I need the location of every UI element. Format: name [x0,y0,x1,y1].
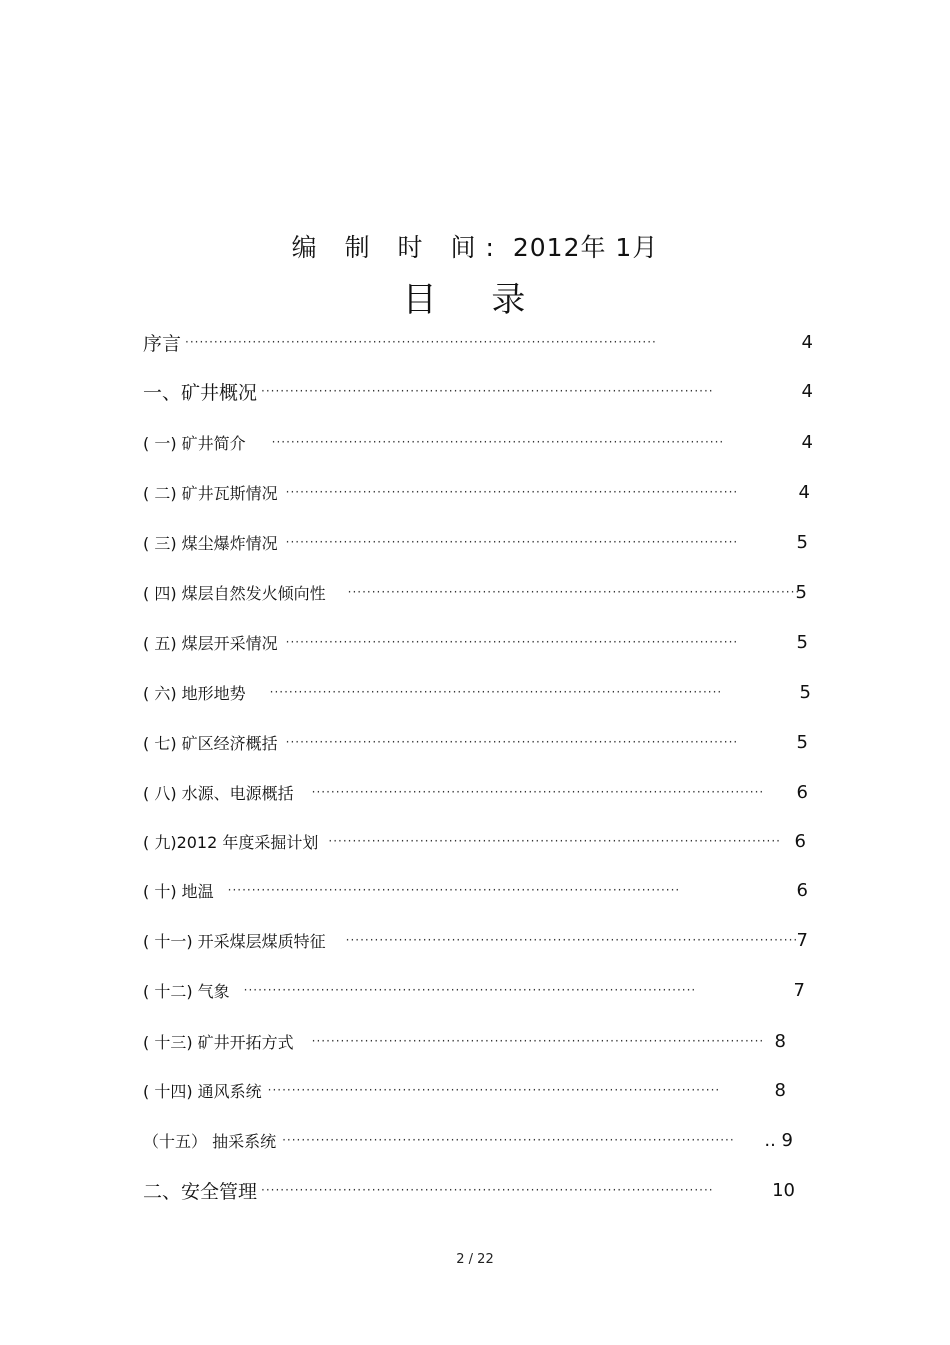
toc-leader: ······························································································ [261,384,714,398]
toc-entry[interactable] [143,528,808,556]
toc-entry[interactable] [143,578,807,606]
toc-leader: ······························································································ [282,1133,735,1147]
toc-leader: ······························································································ [261,1183,714,1197]
toc-leader: ······························································································ [267,1083,721,1097]
toc-entry[interactable] [143,1126,793,1154]
toc-entry-page: 7 [796,929,808,951]
toc-leader: ······························································································ [243,983,697,997]
toc-leader: ·································································································· [185,335,657,349]
toc-entry[interactable] [143,728,808,756]
toc-leader: ······························································································ [227,883,681,897]
toc-entry-label: ( 九)2012 年度采掘计划 [143,832,319,852]
toc-entry-label: ( 十四) 通风系统 [143,1081,262,1101]
toc-entry-page: 6 [796,781,808,803]
toc-leader: ······························································································ [328,834,781,848]
toc-entry[interactable] [143,478,810,506]
toc-leader: ······························································································ [285,735,739,749]
toc-entry-label: （十五） 抽采系统 [143,1131,277,1151]
toc-entry-page: 7 [793,979,805,1001]
toc-entry-page: 4 [798,481,810,503]
toc-leader: ······························································································ [347,585,801,599]
toc-entry[interactable] [143,678,811,706]
toc-entry-page: 8 [774,1079,786,1101]
toc-entry[interactable] [143,328,813,356]
toc-entry-page: 5 [799,681,811,703]
toc-entry[interactable] [143,628,808,656]
toc-entry[interactable] [143,1027,786,1055]
toc-entry[interactable] [143,926,808,954]
toc-entry-page: .. 9 [764,1129,793,1151]
toc-entry-label: ( 三) 煤尘爆炸情况 [143,533,278,553]
toc-entry-page: 5 [796,631,808,653]
toc-entry-page: 4 [801,331,813,353]
compile-date-label: 编 制 时 间: [291,233,504,262]
toc-entry[interactable] [143,428,813,456]
toc-entry-label: ( 十) 地温 [143,881,214,901]
toc-entry-page: 10 [772,1179,795,1201]
toc-leader: ······························································································ [311,1034,765,1048]
toc-entry-label: ( 四) 煤层自然发火倾向性 [143,583,326,603]
toc-entry-page: 6 [796,879,808,901]
toc-leader: ······························································································ [345,933,799,947]
toc-entry-label: ( 七) 矿区经济概括 [143,733,278,753]
toc-leader: ······························································································ [285,485,739,499]
toc-entry[interactable] [143,876,808,904]
toc-title: 目 录 [402,280,548,320]
toc-entry-label: 序言 [143,332,182,355]
toc-leader: ······························································································ [311,785,765,799]
toc-leader: ······························································································ [285,635,739,649]
toc-entry-label: ( 五) 煤层开采情况 [143,633,278,653]
toc-entry-label: 二、安全管理 [143,1180,258,1203]
toc-entry-label: ( 二) 矿井瓦斯情况 [143,483,278,503]
toc-entry-page: 4 [801,431,813,453]
toc-entry-label: ( 十一) 开采煤层煤质特征 [143,931,326,951]
toc-entry-label: 一、矿井概况 [143,381,258,404]
toc-leader: ······························································································ [271,435,725,449]
toc-entry[interactable] [143,976,805,1004]
toc-entry-label: ( 一) 矿井简介 [143,433,246,453]
toc-entry-label: ( 八) 水源、电源概括 [143,783,294,803]
toc-entry[interactable] [143,1176,795,1204]
toc-entry-page: 5 [796,531,808,553]
toc-leader: ······························································································ [285,535,739,549]
toc-entry-page: 5 [795,581,807,603]
toc-entry[interactable] [143,827,806,855]
compile-date-value: 2012年 1月 [512,233,659,262]
toc-entry-page: 4 [801,380,813,402]
toc-entry-label: ( 十三) 矿井开拓方式 [143,1032,294,1052]
page-indicator: 2 / 22 [456,1252,494,1267]
toc-entry[interactable] [143,377,813,405]
toc-entry-page: 8 [774,1030,786,1052]
toc-entry[interactable] [143,778,808,806]
toc-entry-label: ( 十二) 气象 [143,981,230,1001]
toc-entry-label: ( 六) 地形地势 [143,683,246,703]
toc-entry-page: 6 [794,830,806,852]
toc-entry[interactable] [143,1076,786,1104]
toc-entry-page: 5 [796,731,808,753]
toc-leader: ······························································································ [269,685,723,699]
